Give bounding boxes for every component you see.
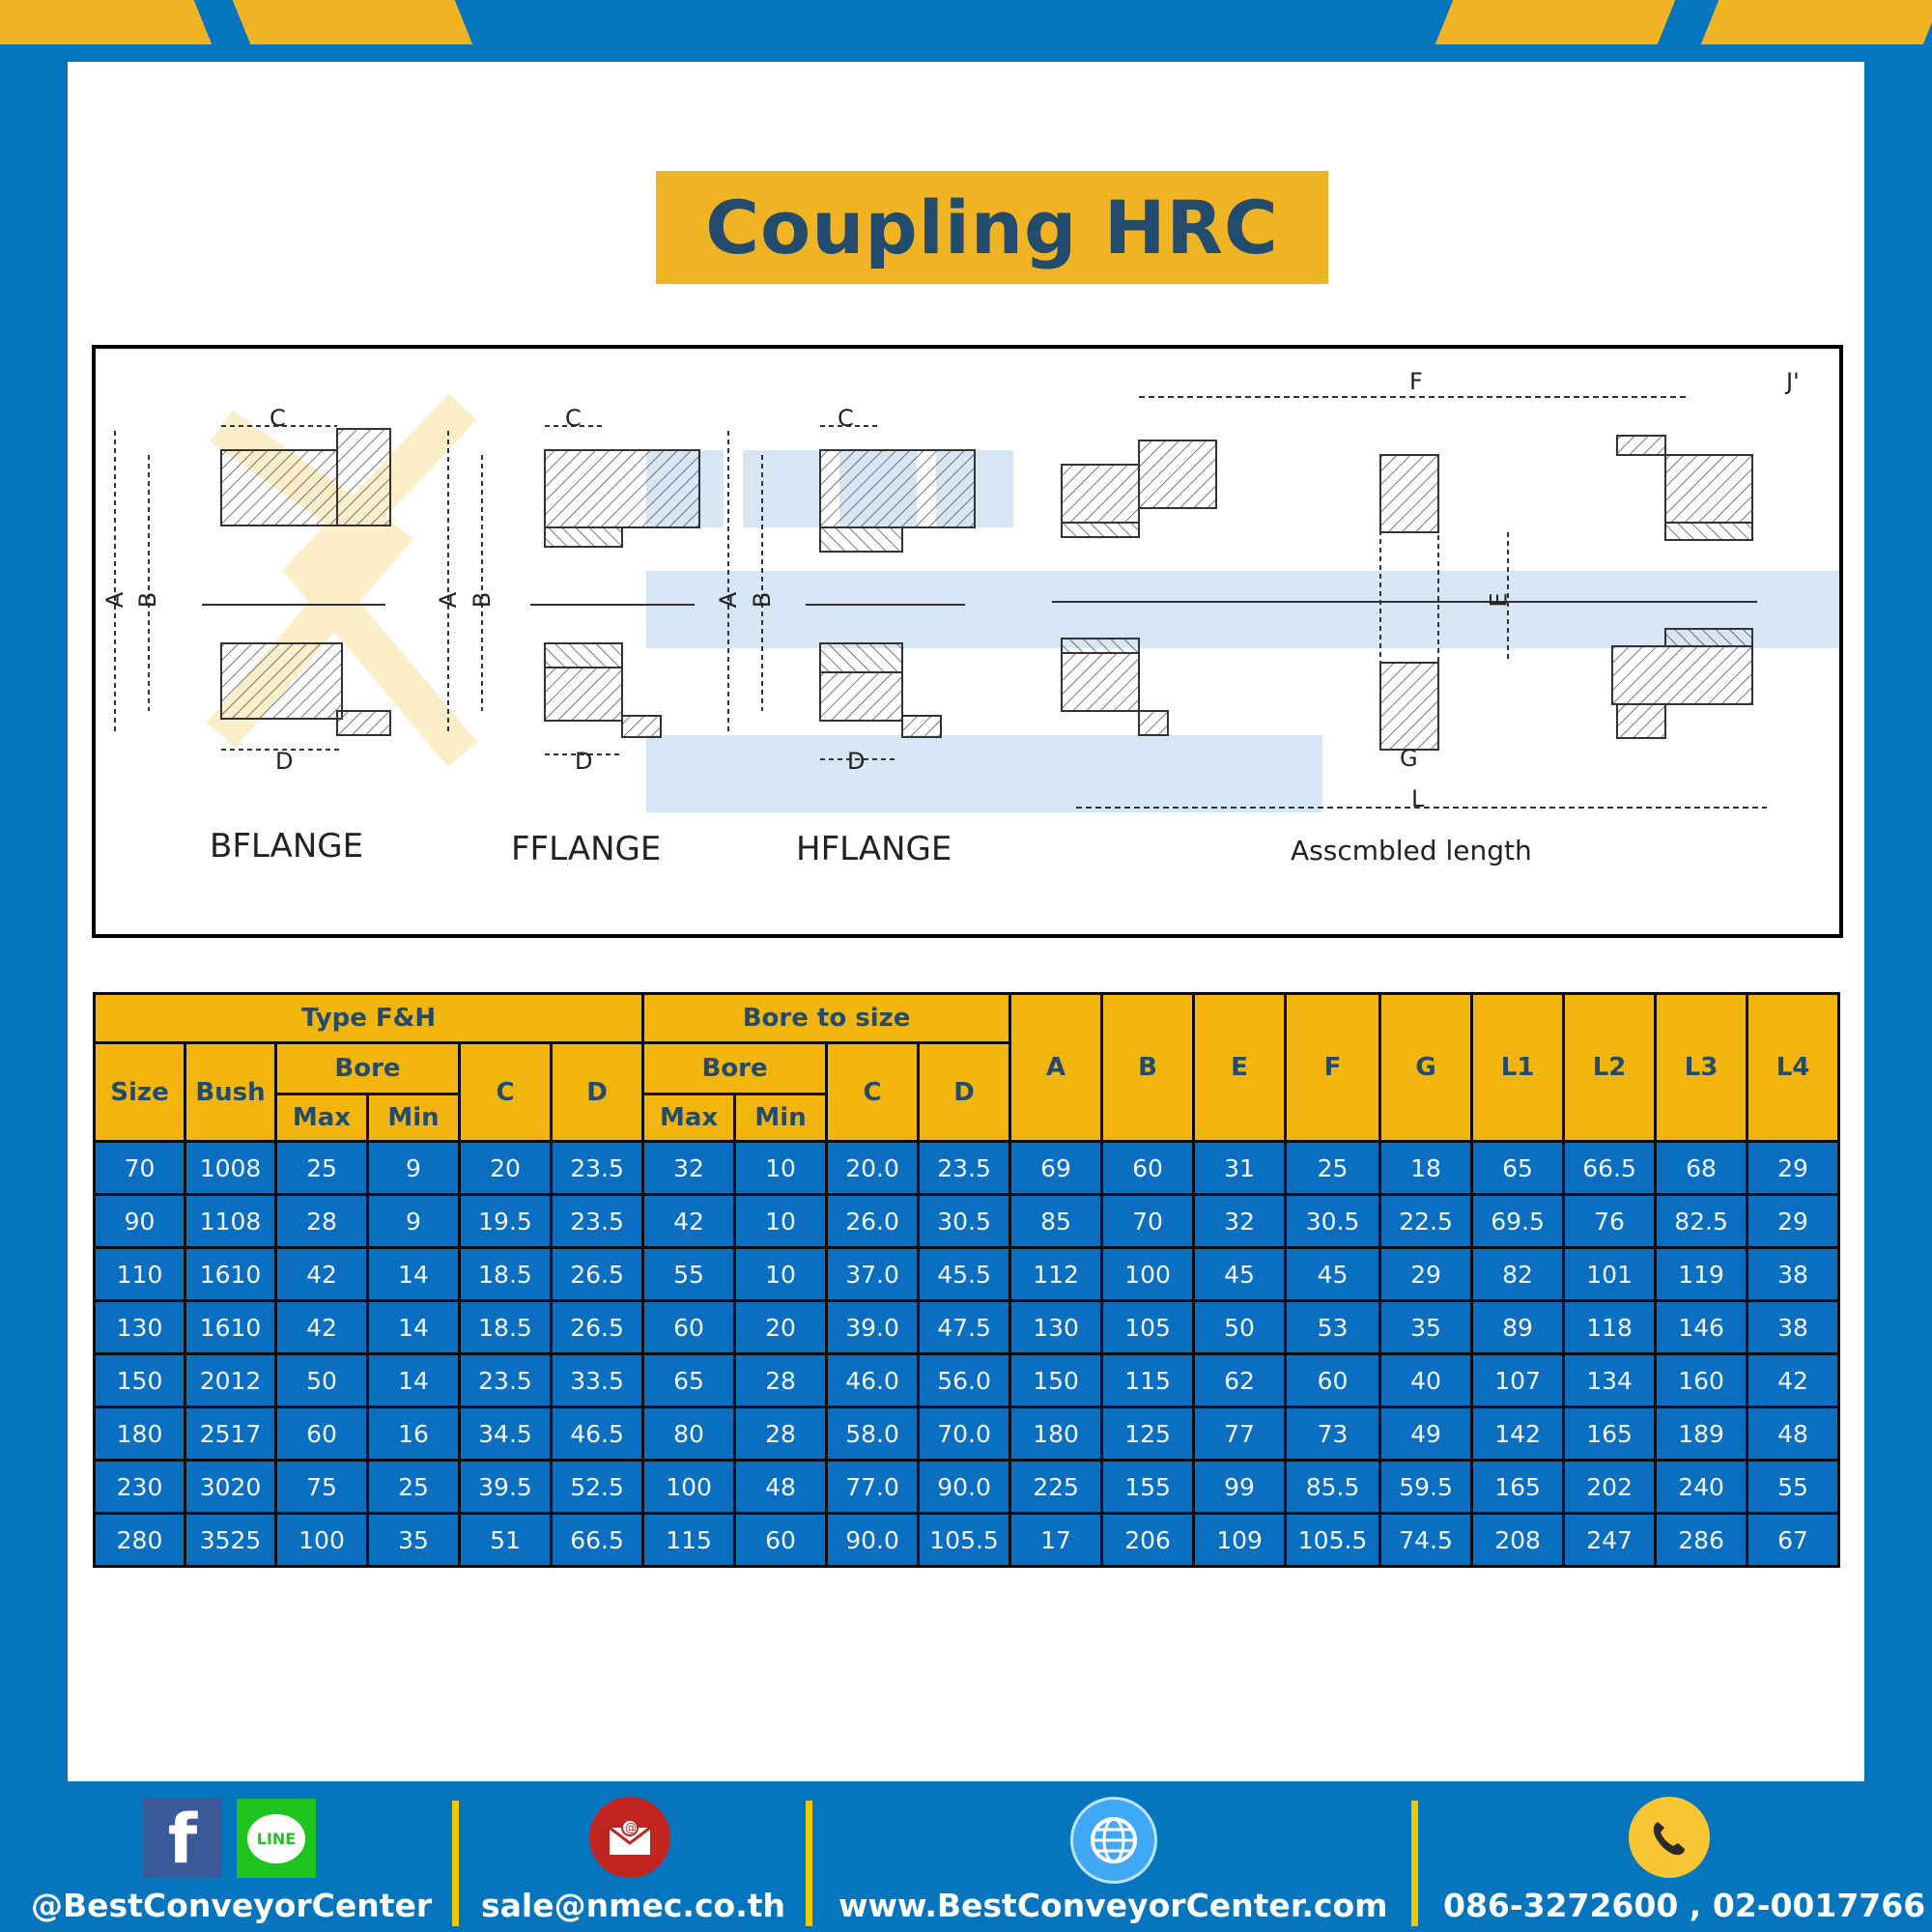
table-cell: 150 [95,1354,185,1407]
table-cell: 189 [1656,1407,1747,1461]
header-l1: L1 [1472,994,1564,1142]
table-cell: 38 [1747,1248,1839,1301]
table-cell: 49 [1380,1407,1472,1461]
table-cell: 10 [735,1195,827,1248]
table-cell: 165 [1564,1407,1656,1461]
table-cell: 30.5 [1286,1195,1380,1248]
table-cell: 286 [1656,1514,1747,1567]
table-cell: 45 [1286,1248,1380,1301]
header-stripe [0,0,212,44]
header-g: G [1380,994,1472,1142]
dim-label-f: F [1409,368,1423,395]
spec-table [93,992,1840,1568]
table-cell: 100 [276,1514,368,1567]
svg-text:@: @ [625,1821,637,1834]
table-cell: 23.5 [552,1142,643,1195]
header-stripe [1701,0,1932,44]
table-cell: 14 [368,1354,460,1407]
header-fh-bore-max: Max [276,1094,368,1142]
table-cell: 3525 [185,1514,276,1567]
contact-footer [0,1781,1932,1932]
table-cell: 50 [1194,1301,1286,1354]
table-cell: 45 [1194,1248,1286,1301]
header-f: F [1286,994,1380,1142]
table-cell: 180 [1010,1407,1102,1461]
table-row [95,1142,1839,1195]
table-cell: 53 [1286,1301,1380,1354]
table-cell: 105.5 [1286,1514,1380,1567]
dim-label-a: A [715,591,743,609]
table-cell: 30.5 [919,1195,1010,1248]
table-cell: 230 [95,1461,185,1514]
dim-label-c: C [838,405,854,432]
table-cell: 75 [276,1461,368,1514]
table-cell: 125 [1102,1407,1194,1461]
table-cell: 134 [1564,1354,1656,1407]
table-cell: 20 [735,1301,827,1354]
table-cell: 69 [1010,1142,1102,1195]
header-bts-bore-min: Min [735,1094,827,1142]
table-cell: 100 [643,1461,735,1514]
footer-divider [452,1801,459,1926]
dim-label-c: C [270,405,286,432]
header-bts-c: C [827,1043,919,1142]
table-cell: 10 [735,1142,827,1195]
table-cell: 67 [1747,1514,1839,1567]
table-cell: 25 [1286,1142,1380,1195]
table-cell: 55 [1747,1461,1839,1514]
dim-label-a: A [101,591,129,609]
table-cell: 165 [1472,1461,1564,1514]
header-bore-to-size: Bore to size [643,994,1010,1043]
table-cell: 56.0 [919,1354,1010,1407]
table-cell: 69.5 [1472,1195,1564,1248]
table-cell: 115 [1102,1354,1194,1407]
table-cell: 107 [1472,1354,1564,1407]
dim-label-l: L [1411,785,1425,812]
table-cell: 59.5 [1380,1461,1472,1514]
table-cell: 3020 [185,1461,276,1514]
table-cell: 1610 [185,1301,276,1354]
table-cell: 35 [1380,1301,1472,1354]
table-cell: 29 [1380,1248,1472,1301]
table-row [95,1354,1839,1407]
table-cell: 20.0 [827,1142,919,1195]
table-cell: 10 [735,1248,827,1301]
dim-label-c: C [565,405,582,432]
page-title: Coupling HRC [705,185,1279,270]
table-cell: 85.5 [1286,1461,1380,1514]
table-cell: 22.5 [1380,1195,1472,1248]
table-cell: 99 [1194,1461,1286,1514]
table-cell: 39.5 [460,1461,552,1514]
table-row [95,1461,1839,1514]
header-a: A [1010,994,1102,1142]
footer-divider [1411,1801,1418,1926]
header-b: B [1102,994,1194,1142]
table-cell: 32 [643,1142,735,1195]
table-cell: 142 [1472,1407,1564,1461]
header-bts-bore: Bore [643,1043,827,1094]
table-cell: 70 [1102,1195,1194,1248]
table-cell: 225 [1010,1461,1102,1514]
table-cell: 2012 [185,1354,276,1407]
header-bts-d: D [919,1043,1010,1142]
table-cell: 26.0 [827,1195,919,1248]
table-cell: 60 [643,1301,735,1354]
header-fh-bore-min: Min [368,1094,460,1142]
table-cell: 25 [276,1142,368,1195]
spec-table-body [95,1142,1839,1567]
table-cell: 73 [1286,1407,1380,1461]
header-type-fh: Type F&H [95,994,643,1043]
phone-numbers[interactable]: 086-3272600 , 02-0017766 [1443,1887,1926,1924]
line-icon[interactable]: LINE [237,1799,316,1878]
table-cell: 14 [368,1248,460,1301]
header-l2: L2 [1564,994,1656,1142]
table-cell: 39.0 [827,1301,919,1354]
table-cell: 2517 [185,1407,276,1461]
table-cell: 82 [1472,1248,1564,1301]
table-cell: 160 [1656,1354,1747,1407]
page-title-banner [656,171,1328,284]
table-cell: 29 [1747,1142,1839,1195]
header-size: Size [95,1043,185,1142]
facebook-icon[interactable]: f [143,1799,222,1878]
table-cell: 46.0 [827,1354,919,1407]
table-row [95,1407,1839,1461]
table-cell: 206 [1102,1514,1194,1567]
table-cell: 42 [276,1301,368,1354]
table-cell: 40 [1380,1354,1472,1407]
table-cell: 52.5 [552,1461,643,1514]
email-link[interactable]: sale@nmec.co.th [481,1887,785,1924]
table-cell: 68 [1656,1142,1747,1195]
table-cell: 46.5 [552,1407,643,1461]
table-cell: 42 [1747,1354,1839,1407]
table-cell: 130 [95,1301,185,1354]
table-cell: 77.0 [827,1461,919,1514]
table-cell: 19.5 [460,1195,552,1248]
header-fh-bore: Bore [276,1043,460,1094]
table-cell: 60 [276,1407,368,1461]
table-cell: 280 [95,1514,185,1567]
coupling-diagram [92,345,1843,938]
table-row [95,1248,1839,1301]
header-fh-d: D [552,1043,643,1142]
table-cell: 1108 [185,1195,276,1248]
dim-label-j: J' [1786,368,1800,395]
table-cell: 66.5 [1564,1142,1656,1195]
table-cell: 101 [1564,1248,1656,1301]
table-cell: 70.0 [919,1407,1010,1461]
header-bts-bore-max: Max [643,1094,735,1142]
table-cell: 18.5 [460,1248,552,1301]
table-cell: 85 [1010,1195,1102,1248]
table-cell: 25 [368,1461,460,1514]
table-cell: 29 [1747,1195,1839,1248]
phone-icon[interactable] [1629,1797,1710,1878]
dim-label-d: D [847,748,866,775]
table-cell: 80 [643,1407,735,1461]
header-bush: Bush [185,1043,276,1142]
table-cell: 70 [95,1142,185,1195]
table-cell: 51 [460,1514,552,1567]
table-cell: 118 [1564,1301,1656,1354]
table-cell: 9 [368,1195,460,1248]
table-cell: 23.5 [552,1195,643,1248]
table-cell: 65 [643,1354,735,1407]
table-cell: 65 [1472,1142,1564,1195]
table-cell: 105.5 [919,1514,1010,1567]
table-cell: 150 [1010,1354,1102,1407]
table-cell: 1610 [185,1248,276,1301]
table-cell: 17 [1010,1514,1102,1567]
table-cell: 146 [1656,1301,1747,1354]
table-cell: 76 [1564,1195,1656,1248]
table-cell: 45.5 [919,1248,1010,1301]
header-e: E [1194,994,1286,1142]
table-cell: 74.5 [1380,1514,1472,1567]
table-cell: 60 [1102,1142,1194,1195]
table-cell: 23.5 [919,1142,1010,1195]
table-cell: 66.5 [552,1514,643,1567]
table-cell: 60 [735,1514,827,1567]
dim-label-d: D [275,748,294,775]
table-cell: 62 [1194,1354,1286,1407]
table-cell: 105 [1102,1301,1194,1354]
table-cell: 42 [276,1248,368,1301]
table-cell: 28 [276,1195,368,1248]
table-cell: 18 [1380,1142,1472,1195]
table-row [95,1195,1839,1248]
table-cell: 208 [1472,1514,1564,1567]
table-cell: 90.0 [827,1514,919,1567]
table-cell: 115 [643,1514,735,1567]
dim-label-a: A [435,591,463,609]
globe-icon[interactable] [1070,1797,1157,1884]
table-cell: 31 [1194,1142,1286,1195]
footer-divider [806,1801,812,1926]
table-cell: 42 [643,1195,735,1248]
table-cell: 18.5 [460,1301,552,1354]
table-row [95,1514,1839,1567]
table-cell: 33.5 [552,1354,643,1407]
table-cell: 240 [1656,1461,1747,1514]
table-cell: 119 [1656,1248,1747,1301]
table-cell: 47.5 [919,1301,1010,1354]
table-cell: 82.5 [1656,1195,1747,1248]
table-cell: 112 [1010,1248,1102,1301]
table-cell: 77 [1194,1407,1286,1461]
table-cell: 58.0 [827,1407,919,1461]
table-row [95,1301,1839,1354]
website-link[interactable]: www.BestConveyorCenter.com [838,1887,1388,1924]
table-cell: 37.0 [827,1248,919,1301]
table-cell: 60 [1286,1354,1380,1407]
header-l3: L3 [1656,994,1747,1142]
table-cell: 100 [1102,1248,1194,1301]
dim-label-b: B [469,591,497,609]
table-cell: 23.5 [460,1354,552,1407]
table-cell: 48 [1747,1407,1839,1461]
table-cell: 26.5 [552,1301,643,1354]
table-cell: 50 [276,1354,368,1407]
table-cell: 26.5 [552,1248,643,1301]
table-cell: 155 [1102,1461,1194,1514]
header-l4: L4 [1747,994,1839,1142]
table-cell: 1008 [185,1142,276,1195]
table-cell: 16 [368,1407,460,1461]
dim-label-b: B [134,591,162,609]
caption-assembled-length: Asscmbled length [1291,835,1532,867]
header-stripe [1435,0,1676,44]
table-cell: 9 [368,1142,460,1195]
table-cell: 109 [1194,1514,1286,1567]
caption-bflange: BFLANGE [210,827,364,866]
table-cell: 180 [95,1407,185,1461]
table-cell: 35 [368,1514,460,1567]
dim-label-d: D [575,748,593,775]
caption-fflange: FFLANGE [511,830,662,868]
caption-hflange: HFLANGE [796,830,952,868]
table-cell: 90.0 [919,1461,1010,1514]
table-cell: 38 [1747,1301,1839,1354]
table-cell: 14 [368,1301,460,1354]
table-cell: 32 [1194,1195,1286,1248]
table-cell: 247 [1564,1514,1656,1567]
dim-label-b: B [749,591,777,609]
table-cell: 28 [735,1407,827,1461]
dim-label-g: G [1400,745,1418,772]
table-cell: 202 [1564,1461,1656,1514]
table-cell: 90 [95,1195,185,1248]
table-cell: 110 [95,1248,185,1301]
header-stripe [233,0,473,44]
table-cell: 89 [1472,1301,1564,1354]
header-fh-c: C [460,1043,552,1142]
table-cell: 55 [643,1248,735,1301]
table-cell: 130 [1010,1301,1102,1354]
table-cell: 28 [735,1354,827,1407]
table-cell: 20 [460,1142,552,1195]
email-icon[interactable] [589,1797,670,1878]
dim-label-e: E [1485,592,1513,608]
table-cell: 34.5 [460,1407,552,1461]
social-handle[interactable]: @BestConveyorCenter [31,1887,433,1924]
table-cell: 48 [735,1461,827,1514]
